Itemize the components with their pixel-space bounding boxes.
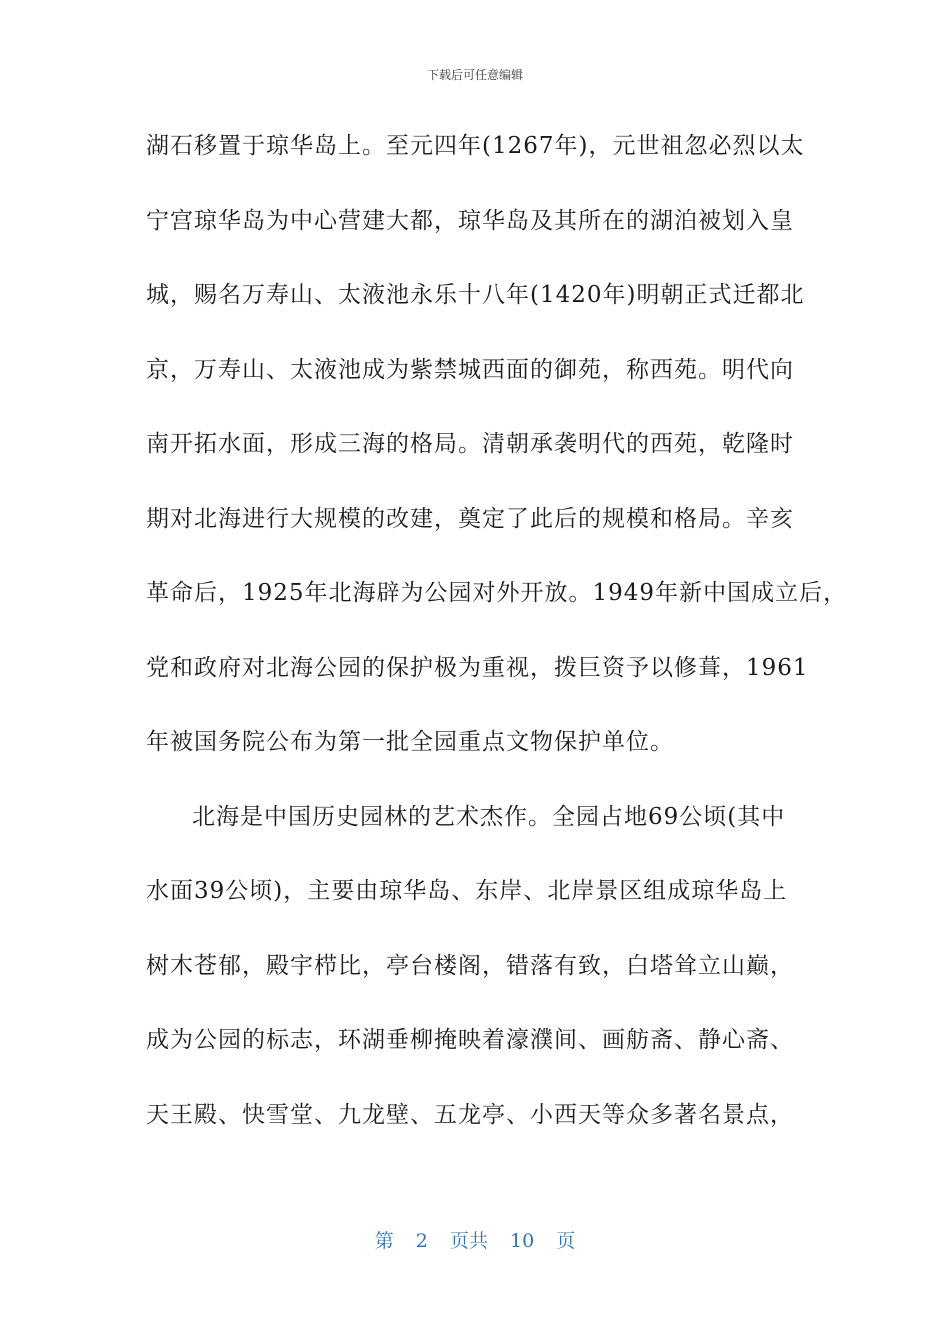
text-line: 党和政府对北海公园的保护极为重视，拨巨资予以修葺，1961 xyxy=(146,654,809,681)
page-header-note: 下载后可任意编辑 xyxy=(426,68,523,82)
text-line: 宁宫琼华岛为中心营建大都，琼华岛及其所在的湖泊被划入皇 xyxy=(146,207,794,234)
text-line: 树木苍郁，殿宇栉比，亭台楼阁，错落有致，白塔耸立山巅， xyxy=(146,952,794,979)
footer-suffix: 页 xyxy=(556,1230,576,1252)
current-page-number: 2 xyxy=(415,1230,428,1252)
text-line: 京，万寿山、太液池成为紫禁城西面的御苑，称西苑。明代向 xyxy=(146,356,794,383)
text-line: 天王殿、快雪堂、九龙壁、五龙亭、小西天等众多著名景点， xyxy=(146,1101,794,1128)
document-body xyxy=(146,128,848,1171)
page-number-footer xyxy=(0,1226,950,1253)
text-line: 水面39公顷)，主要由琼华岛、东岸、北岸景区组成琼华岛上 xyxy=(146,878,788,904)
footer-middle: 页共 xyxy=(449,1230,488,1252)
text-line: 革命后，1925年北海辟为公园对外开放。1949年新中国成立后， xyxy=(146,580,848,606)
footer-prefix: 第 xyxy=(374,1230,394,1252)
total-page-count: 10 xyxy=(510,1230,535,1252)
text-line: 湖石移置于琼华岛上。至元四年(1267年)，元世祖忽必烈以太 xyxy=(146,133,805,159)
text-line: 年被国务院公布为第一批全园重点文物保护单位。 xyxy=(146,729,674,755)
text-line: 城，赐名万寿山、太液池永乐十八年(1420年)明朝正式迁都北 xyxy=(146,282,805,308)
text-line: 成为公园的标志，环湖垂柳掩映着濠濮间、画舫斋、静心斋、 xyxy=(146,1027,794,1053)
text-line: 南开拓水面，形成三海的格局。清朝承袭明代的西苑，乾隆时 xyxy=(146,431,794,457)
paragraph-start-line: 北海是中国历史园林的艺术杰作。全园占地69公顷(其中 xyxy=(192,803,786,830)
text-line: 期对北海进行大规模的改建，奠定了此后的规模和格局。辛亥 xyxy=(146,505,794,532)
